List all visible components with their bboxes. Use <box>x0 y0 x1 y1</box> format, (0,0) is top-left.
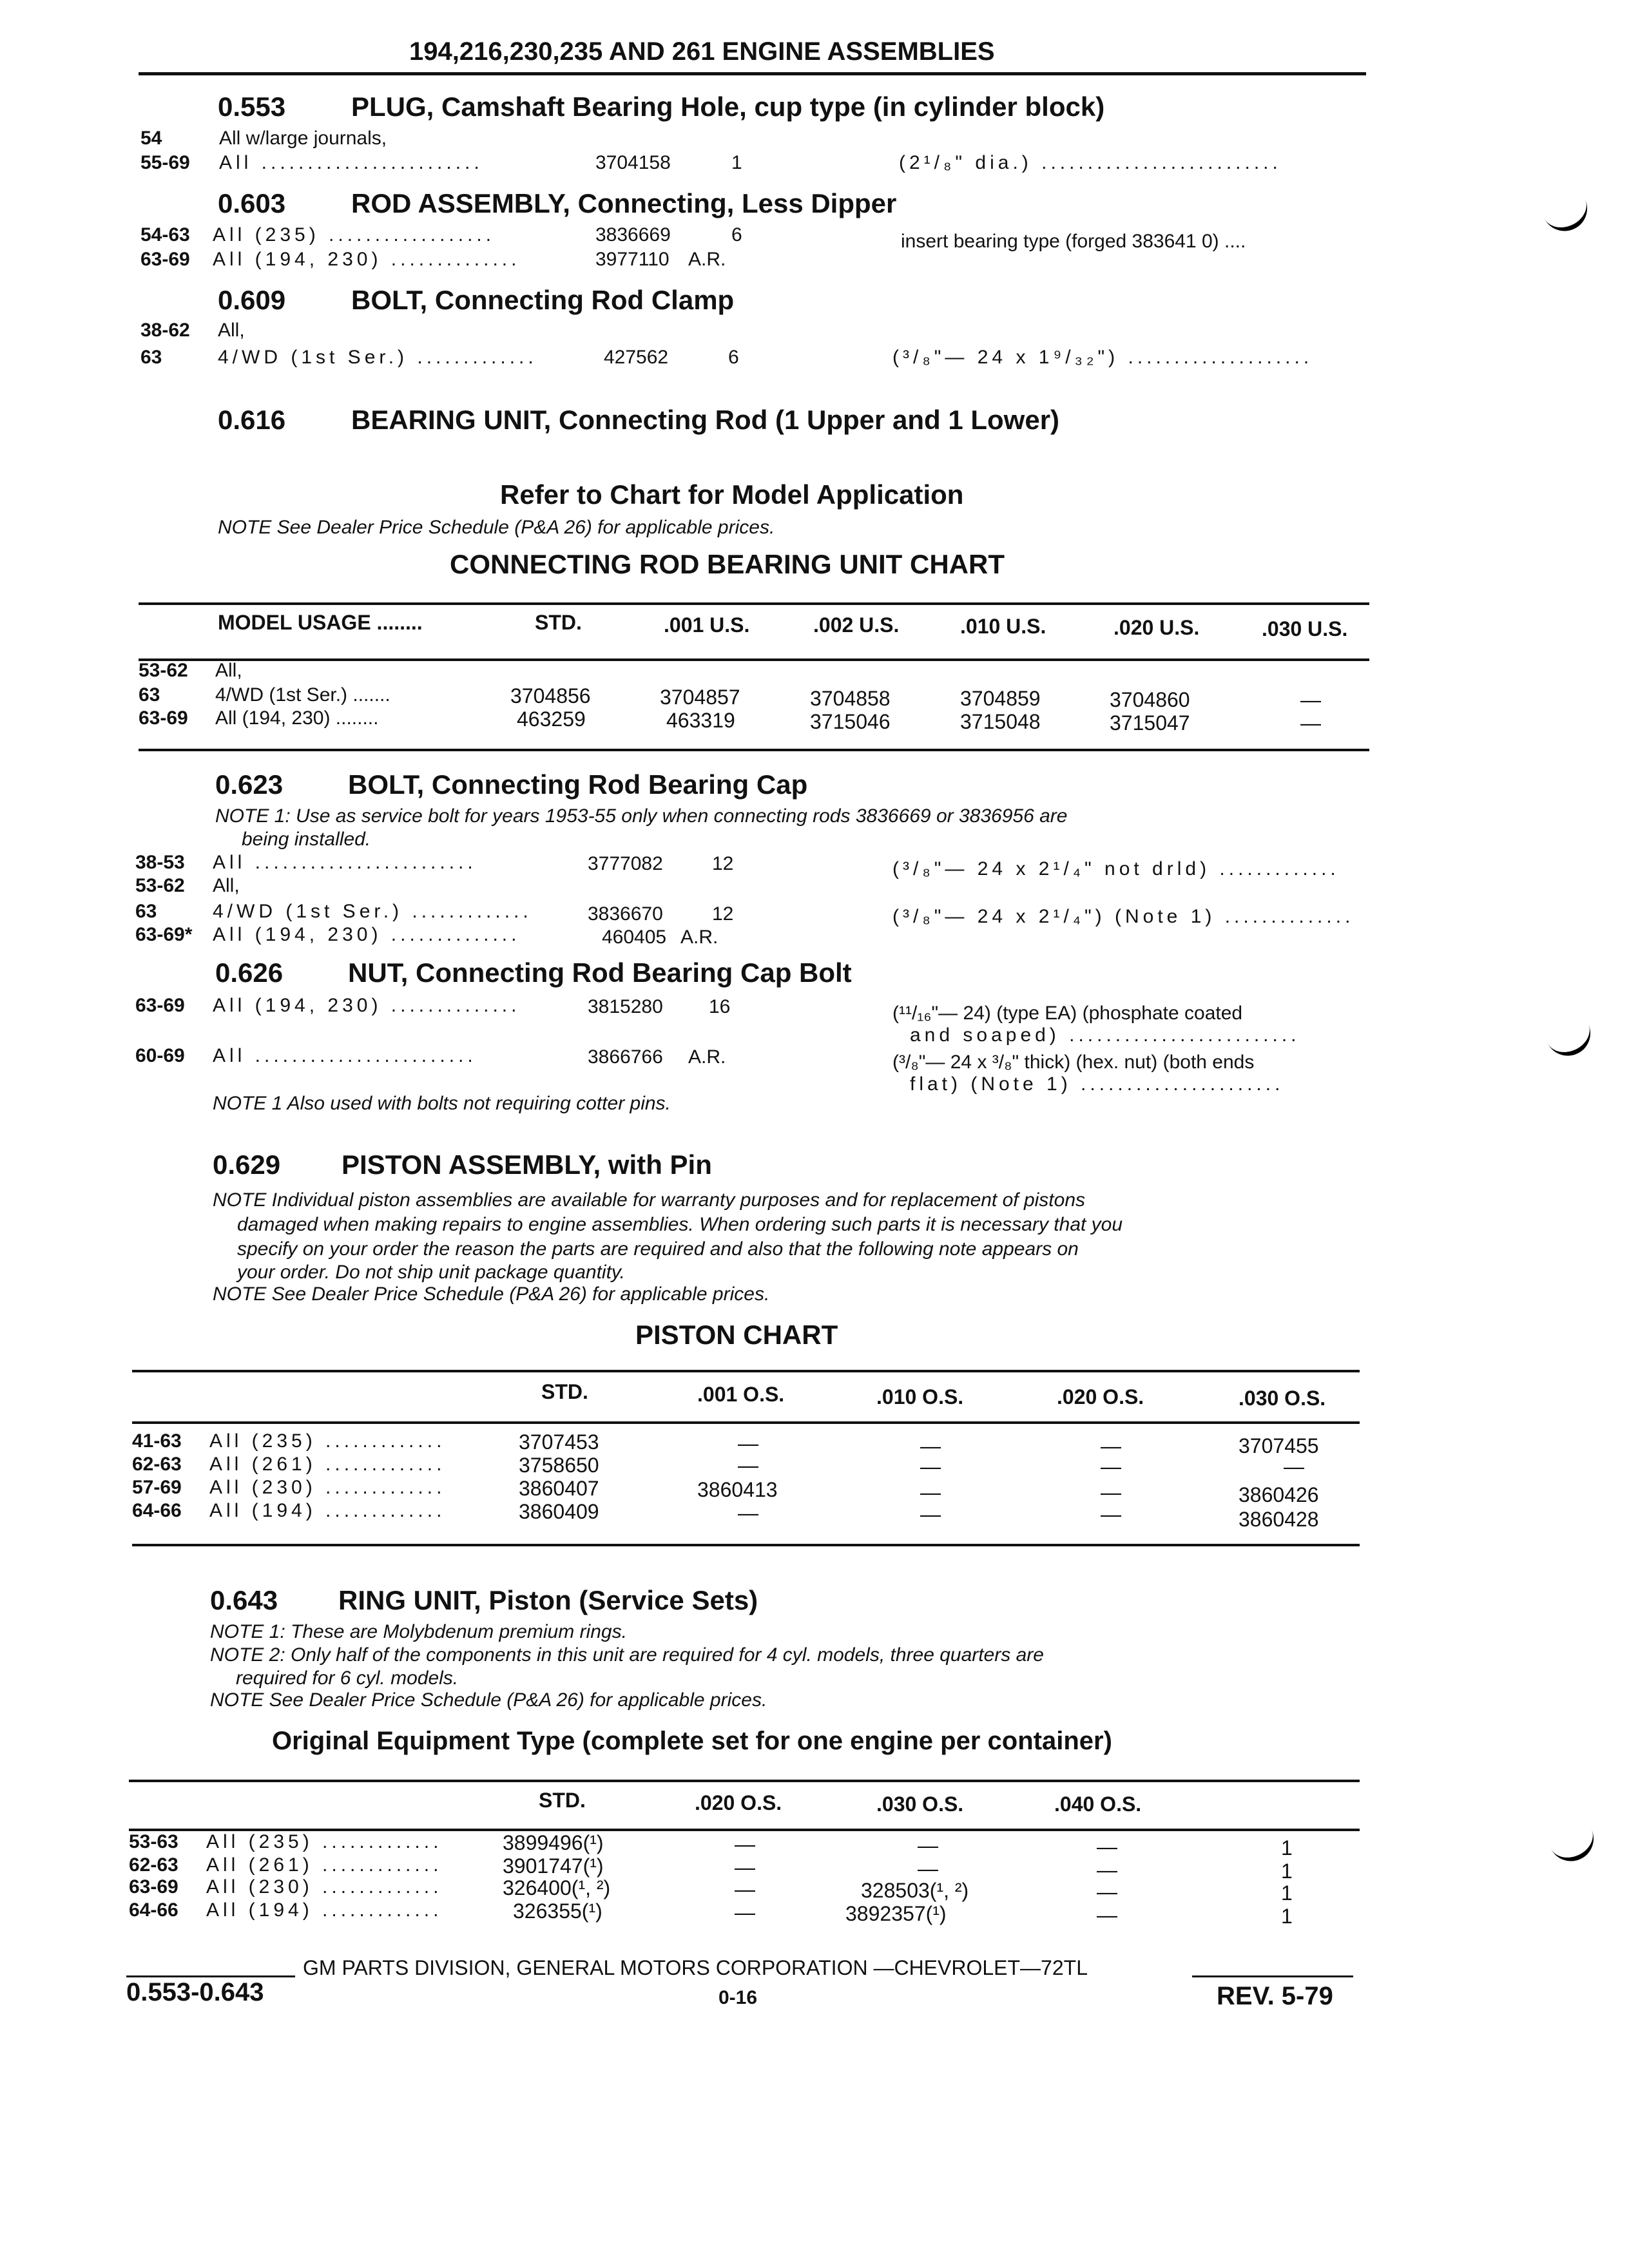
year-range: 53-63 <box>129 1831 178 1852</box>
note: damaged when making repairs to engine assemblies. When ordering such parts it is necessary that you <box>237 1214 1123 1235</box>
table-cell: — <box>920 1434 941 1457</box>
table-cell: 3715047 <box>1110 711 1190 735</box>
model-desc: 4/WD (1st Ser.) ............. <box>213 901 532 922</box>
table-cell: — <box>920 1455 941 1478</box>
note: NOTE 2: Only half of the components in this unit are required for 4 cyl. models, three quarters are <box>210 1644 1044 1666</box>
quantity: A.R. <box>688 249 726 270</box>
model-desc: All w/large journals, <box>219 128 387 149</box>
year-range: 38-53 <box>135 852 185 873</box>
year-range: 63-69* <box>135 924 193 945</box>
table-cell: 328503(¹, ²) <box>861 1879 969 1902</box>
section-title: NUT, Connecting Rod Bearing Cap Bolt <box>348 957 852 988</box>
part-number: 3777082 <box>588 853 663 874</box>
year-range: 55-69 <box>140 152 190 173</box>
table-cell: 326355(¹) <box>513 1899 602 1923</box>
table-cell: 1 <box>1281 1881 1293 1905</box>
year-range: 64-66 <box>129 1899 178 1921</box>
binder-ring-mark <box>1550 1828 1601 1869</box>
model-desc: All ........................ <box>213 1045 477 1066</box>
year-range: 57-69 <box>132 1477 182 1498</box>
part-note: (¹¹/₁₆"— 24) (type EA) (phosphate coated <box>892 1003 1243 1024</box>
quantity: 6 <box>731 224 742 245</box>
year-range: 54 <box>140 128 162 149</box>
year-range: 63-69 <box>140 249 190 270</box>
part-number: 427562 <box>604 347 669 368</box>
year-range: 54-63 <box>140 224 190 245</box>
price-note: NOTE See Dealer Price Schedule (P&A 26) for applicable prices. <box>210 1689 767 1711</box>
header-rule <box>139 72 1366 75</box>
table-cell: 1 <box>1281 1836 1293 1860</box>
model-desc: All (235) ............. <box>206 1831 443 1852</box>
year-range: 64-66 <box>132 1500 182 1521</box>
table-cell: — <box>918 1857 938 1880</box>
quantity: 16 <box>709 996 731 1017</box>
section-number: 0.603 <box>218 188 286 218</box>
section-number: 0.616 <box>218 405 286 435</box>
part-number: 3704158 <box>595 152 671 173</box>
section-number: 0.626 <box>215 957 284 988</box>
column-header: MODEL USAGE ........ <box>218 611 423 634</box>
table-cell: — <box>1101 1481 1121 1504</box>
table-cell: 3715046 <box>810 710 891 733</box>
model-desc: All (235) .................. <box>213 224 496 245</box>
table-cell: 3704859 <box>960 687 1041 710</box>
section-title: PLUG, Camshaft Bearing Hole, cup type (in cylinder block) <box>351 91 1105 122</box>
model-desc: All ........................ <box>213 852 477 873</box>
table-rule <box>129 1780 1360 1782</box>
part-number: 3815280 <box>588 996 663 1017</box>
model-desc: All, <box>218 320 245 341</box>
note: required for 6 cyl. models. <box>236 1667 459 1689</box>
model-desc: All (235) ............. <box>209 1430 446 1452</box>
column-header: .020 U.S. <box>1113 616 1200 639</box>
table-cell: — <box>1300 711 1321 735</box>
year-range: 63-69 <box>139 707 188 729</box>
table-cell: — <box>738 1501 758 1524</box>
table-cell: — <box>920 1503 941 1526</box>
model-desc: All ........................ <box>219 152 483 173</box>
year-range: 62-63 <box>129 1854 178 1876</box>
table-cell: 1 <box>1281 1905 1293 1928</box>
note: NOTE 1: These are Molybdenum premium rings. <box>210 1621 627 1642</box>
year-range: 63 <box>140 347 162 368</box>
table-cell: 3704857 <box>660 686 740 709</box>
year-range: 60-69 <box>135 1045 185 1066</box>
table-cell: — <box>1300 688 1321 711</box>
table-cell: — <box>918 1834 938 1857</box>
footer-division: GM PARTS DIVISION, GENERAL MOTORS CORPORATION —CHEVROLET—72TL <box>303 1956 1088 1979</box>
part-note: (³/₈"— 24 x 2¹/₄" not drld) ............. <box>892 858 1340 879</box>
year-range: 53-62 <box>139 660 188 681</box>
table-cell: 3707453 <box>519 1430 599 1454</box>
chart-title: Original Equipment Type (complete set for one engine per container) <box>272 1727 1112 1755</box>
section-number: 0.643 <box>210 1585 278 1615</box>
table-cell: 3860413 <box>697 1478 778 1501</box>
table-rule <box>139 749 1369 751</box>
table-rule <box>139 602 1369 605</box>
table-cell: — <box>735 1901 755 1924</box>
section-title: BOLT, Connecting Rod Bearing Cap <box>348 769 808 800</box>
table-rule <box>132 1370 1360 1372</box>
part-number: 3977110 <box>595 249 670 270</box>
table-cell: — <box>735 1832 755 1856</box>
table-cell: — <box>1101 1503 1121 1526</box>
model-desc: All (261) ............. <box>206 1854 443 1876</box>
table-cell: 1 <box>1281 1860 1293 1883</box>
part-note: (³/₈"— 24 x 1⁹/₃₂") .................... <box>892 347 1313 368</box>
footer-range: 0.553-0.643 <box>126 1978 264 2006</box>
table-rule <box>139 658 1369 661</box>
part-note: (³/₈"— 24 x 2¹/₄") (Note 1) .............. <box>892 906 1354 927</box>
table-cell: — <box>738 1432 758 1455</box>
column-header: .020 O.S. <box>695 1791 782 1814</box>
table-cell: 3715048 <box>960 710 1041 733</box>
model-desc: All (261) ............. <box>209 1454 446 1475</box>
year-range: 63 <box>139 684 160 706</box>
model-desc: All (194, 230) ........ <box>215 707 379 729</box>
model-desc: All, <box>215 660 242 681</box>
column-header: STD. <box>541 1380 588 1403</box>
section-title: ROD ASSEMBLY, Connecting, Less Dipper <box>351 188 897 218</box>
model-desc: All (194, 230) .............. <box>213 924 521 945</box>
model-desc: 4/WD (1st Ser.) ....... <box>215 684 390 706</box>
table-cell: 3704860 <box>1110 688 1190 711</box>
part-number: 3836669 <box>595 224 671 245</box>
section-title: PISTON ASSEMBLY, with Pin <box>342 1149 712 1180</box>
section-title: BEARING UNIT, Connecting Rod (1 Upper and 1 Lower) <box>351 405 1060 435</box>
chart-title: PISTON CHART <box>635 1320 838 1350</box>
table-cell: — <box>1101 1455 1121 1478</box>
table-cell: — <box>1097 1858 1117 1881</box>
footer-rule <box>126 1975 295 1977</box>
quantity: 1 <box>731 152 742 173</box>
table-cell: 3892357(¹) <box>845 1902 947 1925</box>
column-header: .030 U.S. <box>1262 617 1348 640</box>
note: your order. Do not ship unit package quantity. <box>237 1262 626 1283</box>
column-header: .040 O.S. <box>1054 1792 1142 1816</box>
table-cell: 3704858 <box>810 687 891 710</box>
note: NOTE 1: Use as service bolt for years 1953-55 only when connecting rods 3836669 or 3836956 are <box>215 805 1068 827</box>
table-cell: 3707455 <box>1239 1434 1319 1457</box>
note: being installed. <box>242 829 371 850</box>
table-cell: — <box>735 1878 755 1901</box>
table-cell: 3758650 <box>519 1454 599 1477</box>
year-range: 63-69 <box>129 1876 178 1898</box>
refer-chart-text: Refer to Chart for Model Application <box>500 479 964 510</box>
section-title: RING UNIT, Piston (Service Sets) <box>338 1585 758 1615</box>
part-note: (³/₈"— 24 x ³/₈" thick) (hex. nut) (both ends <box>892 1052 1255 1073</box>
table-cell: 3860407 <box>519 1477 599 1500</box>
column-header: .001 U.S. <box>664 613 750 637</box>
table-cell: 3899496(¹) <box>503 1831 604 1854</box>
quantity: 12 <box>712 903 734 925</box>
table-rule <box>132 1421 1360 1424</box>
table-cell: 3901747(¹) <box>503 1854 604 1878</box>
year-range: 38-62 <box>140 320 190 341</box>
table-cell: — <box>735 1856 755 1879</box>
column-header: .002 U.S. <box>813 613 900 637</box>
part-note: insert bearing type (forged 383641 0) .... <box>901 231 1246 252</box>
table-cell: — <box>920 1481 941 1504</box>
model-desc: All, <box>213 875 240 896</box>
part-note: (2¹/₈" dia.) .......................... <box>899 152 1282 173</box>
part-note: flat) (Note 1) ...................... <box>910 1073 1284 1095</box>
column-header: .010 O.S. <box>876 1385 964 1408</box>
table-cell: — <box>1284 1455 1304 1478</box>
model-desc: All (194) ............. <box>209 1500 446 1521</box>
part-number: 3866766 <box>588 1046 663 1068</box>
table-cell: 3704856 <box>510 684 591 707</box>
section-number: 0.553 <box>218 91 286 122</box>
page-number: 0-16 <box>718 1987 758 2008</box>
note: NOTE Individual piston assemblies are available for warranty purposes and for replacement of pistons <box>213 1189 1086 1211</box>
table-cell: 463259 <box>517 707 586 731</box>
table-rule <box>132 1544 1360 1546</box>
year-range: 63 <box>135 901 157 922</box>
column-header: .001 O.S. <box>697 1383 785 1406</box>
price-note: NOTE See Dealer Price Schedule (P&A 26) for applicable prices. <box>213 1283 770 1305</box>
price-note: NOTE See Dealer Price Schedule (P&A 26) for applicable prices. <box>218 517 775 538</box>
table-cell: — <box>1097 1903 1117 1927</box>
footer-rule <box>1192 1975 1353 1977</box>
year-range: 53-62 <box>135 875 185 896</box>
table-cell: 3860409 <box>519 1500 599 1523</box>
column-header: .030 O.S. <box>876 1792 964 1816</box>
quantity: 6 <box>728 347 739 368</box>
chart-title: CONNECTING ROD BEARING UNIT CHART <box>450 549 1005 579</box>
column-header: .030 O.S. <box>1239 1387 1326 1410</box>
footer-revision: REV. 5-79 <box>1217 1982 1333 2010</box>
model-desc: 4/WD (1st Ser.) ............. <box>218 347 537 368</box>
column-header: STD. <box>539 1789 586 1812</box>
part-number: 460405 <box>602 927 667 948</box>
column-header: .020 O.S. <box>1057 1385 1144 1408</box>
quantity: A.R. <box>688 1046 726 1068</box>
year-range: 62-63 <box>132 1454 182 1475</box>
column-header: STD. <box>535 611 582 634</box>
table-cell: 3860426 <box>1239 1483 1319 1506</box>
note: NOTE 1 Also used with bolts not requiring cotter pins. <box>213 1093 671 1114</box>
table-cell: — <box>738 1454 758 1477</box>
year-range: 63-69 <box>135 995 185 1016</box>
binder-ring-mark <box>1543 198 1594 238</box>
column-header: .010 U.S. <box>960 615 1046 638</box>
model-desc: All (194) ............. <box>206 1899 443 1921</box>
section-number: 0.623 <box>215 769 284 800</box>
table-cell: 463319 <box>666 709 735 732</box>
year-range: 41-63 <box>132 1430 182 1452</box>
model-desc: All (230) ............. <box>209 1477 446 1498</box>
table-cell: 3860428 <box>1239 1508 1319 1531</box>
page-title: 194,216,230,235 AND 261 ENGINE ASSEMBLIES <box>409 37 995 66</box>
table-cell: 326400(¹, ²) <box>503 1876 611 1899</box>
note: specify on your order the reason the parts are required and also that the following note appears on <box>237 1238 1079 1260</box>
section-number: 0.629 <box>213 1149 281 1180</box>
binder-ring-mark <box>1547 1023 1597 1063</box>
table-cell: — <box>1097 1835 1117 1858</box>
quantity: A.R. <box>680 927 718 948</box>
quantity: 12 <box>712 853 734 874</box>
model-desc: All (230) ............. <box>206 1876 443 1898</box>
model-desc: All (194, 230) .............. <box>213 249 521 270</box>
table-cell: — <box>1101 1434 1121 1457</box>
part-number: 3836670 <box>588 903 663 925</box>
section-title: BOLT, Connecting Rod Clamp <box>351 285 735 315</box>
part-note: and soaped) ......................... <box>910 1024 1300 1046</box>
table-cell: — <box>1097 1880 1117 1903</box>
section-number: 0.609 <box>218 285 286 315</box>
model-desc: All (194, 230) .............. <box>213 995 521 1016</box>
